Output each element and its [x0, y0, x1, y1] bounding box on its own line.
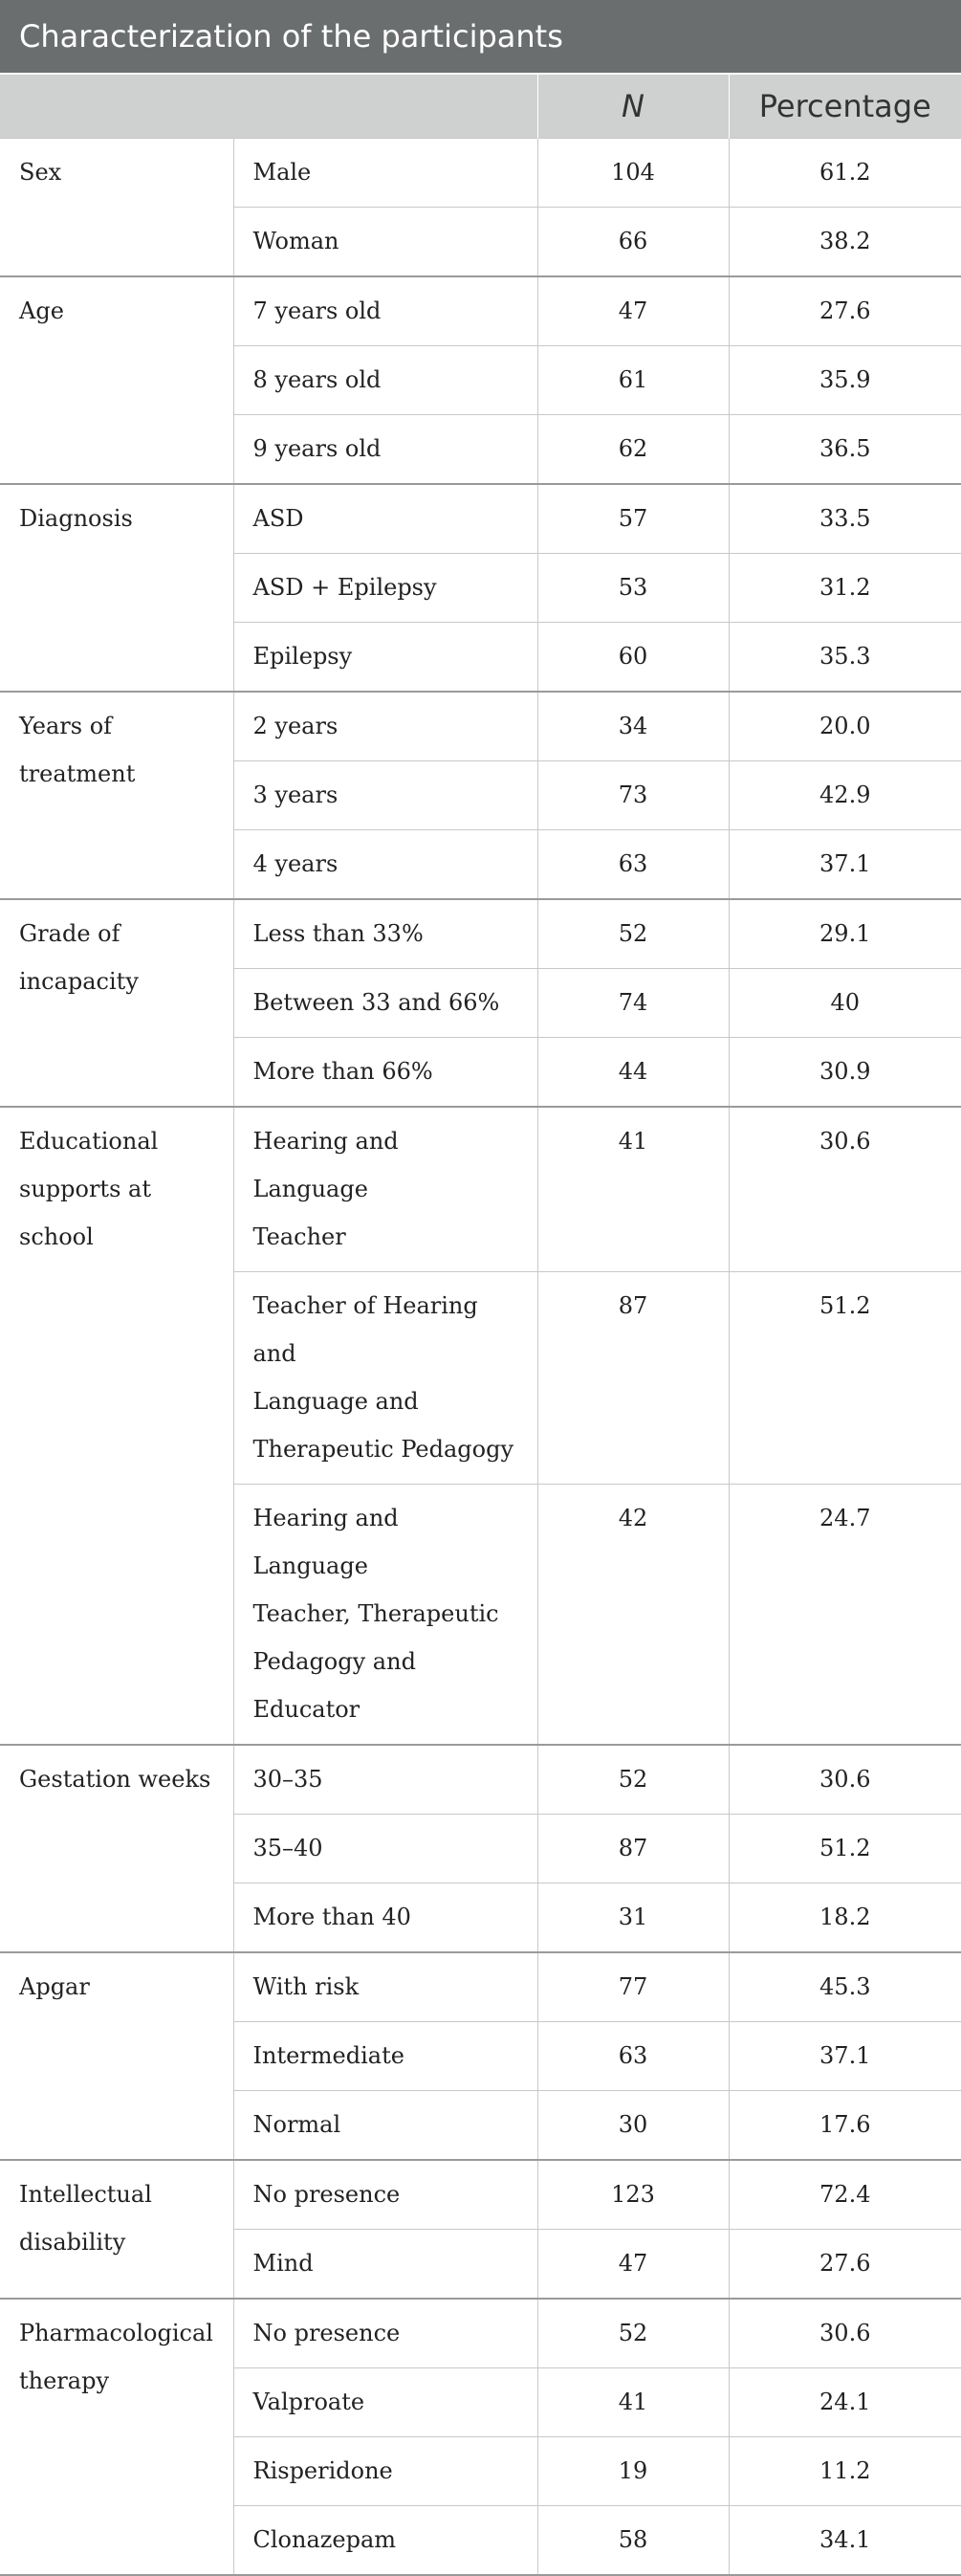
- category-label-cell: [233, 1745, 537, 1815]
- percentage-value: 61.2: [729, 139, 961, 208]
- n-value: 87: [537, 1815, 729, 1883]
- percentage-value: 72.4: [729, 2160, 961, 2230]
- percentage-value: 30.6: [729, 1107, 961, 1272]
- category-label-cell: [233, 2230, 537, 2300]
- n-value: 34: [537, 692, 729, 761]
- table-row: [0, 139, 961, 208]
- percentage-value: 31.2: [729, 554, 961, 623]
- category-label-cell: [233, 346, 537, 415]
- percentage-value: 37.1: [729, 830, 961, 900]
- category-label-cell: [233, 208, 537, 277]
- table-row: [0, 484, 961, 554]
- n-value: 63: [537, 2022, 729, 2091]
- category-label: Valproate: [252, 2389, 365, 2415]
- header-row: [0, 75, 961, 139]
- percentage-value: 24.7: [729, 1485, 961, 1746]
- group-label: treatment: [19, 760, 136, 787]
- category-label-cell: [233, 276, 537, 346]
- n-value: 47: [537, 2230, 729, 2300]
- category-label-cell: [233, 761, 537, 830]
- percentage-value: 33.5: [729, 484, 961, 554]
- category-label: Normal: [252, 2111, 341, 2138]
- category-label: Risperidone: [252, 2457, 393, 2484]
- table-row: [0, 1952, 961, 2022]
- category-label: More than 40: [252, 1904, 411, 1930]
- group-label: Apgar: [19, 1973, 90, 2000]
- n-value: 47: [537, 276, 729, 346]
- category-label-cell: [233, 139, 537, 208]
- category-label: With risk: [252, 1973, 360, 2000]
- group-label: Age: [19, 297, 64, 324]
- n-value: 73: [537, 761, 729, 830]
- percentage-value: 30.6: [729, 2299, 961, 2368]
- participants-table: [0, 75, 961, 2576]
- category-label-cell: [233, 830, 537, 900]
- group-label-cell: [0, 692, 233, 899]
- group-label-cell: [0, 899, 233, 1107]
- percentage-value: 17.6: [729, 2091, 961, 2161]
- category-label-cell: [233, 2160, 537, 2230]
- category-label: Between 33 and 66%: [252, 989, 500, 1016]
- percentage-value: 40: [729, 969, 961, 1038]
- percentage-value: 27.6: [729, 2230, 961, 2300]
- n-value: 87: [537, 1272, 729, 1485]
- percentage-value: 27.6: [729, 276, 961, 346]
- n-value: 58: [537, 2506, 729, 2576]
- group-label: Educational: [19, 1128, 159, 1155]
- group-label-cell: [0, 2160, 233, 2299]
- group-label: disability: [19, 2229, 126, 2256]
- group-label: Pharmacological: [19, 2320, 213, 2346]
- category-label: More than 66%: [252, 1058, 433, 1085]
- header-percentage: Percentage: [729, 75, 961, 139]
- percentage-value: 35.3: [729, 623, 961, 693]
- n-value: 62: [537, 415, 729, 485]
- n-value: 19: [537, 2437, 729, 2506]
- table-row: [0, 1745, 961, 1815]
- category-label-cell: [233, 1107, 537, 1272]
- n-value: 123: [537, 2160, 729, 2230]
- percentage-value: 35.9: [729, 346, 961, 415]
- category-label: Hearing and Language: [252, 1505, 399, 1579]
- category-label: 30–35: [252, 1766, 323, 1793]
- percentage-value: 30.9: [729, 1038, 961, 1108]
- category-label: 3 years: [252, 782, 339, 808]
- category-label-cell: [233, 899, 537, 969]
- category-label-cell: [233, 2299, 537, 2368]
- table-row: [0, 1107, 961, 1272]
- n-value: 44: [537, 1038, 729, 1108]
- group-label: Years of: [19, 713, 113, 739]
- percentage-value: 11.2: [729, 2437, 961, 2506]
- percentage-value: 36.5: [729, 415, 961, 485]
- group-label: school: [19, 1223, 94, 1250]
- n-value: 52: [537, 899, 729, 969]
- category-label: Pedagogy and Educator: [252, 1648, 416, 1723]
- category-label-cell: [233, 1952, 537, 2022]
- n-value: 60: [537, 623, 729, 693]
- category-label: 9 years old: [252, 435, 382, 462]
- category-label-cell: [233, 692, 537, 761]
- table-title: Characterization of the participants: [0, 0, 961, 75]
- category-label-cell: [233, 969, 537, 1038]
- category-label: Teacher of Hearing and: [252, 1292, 478, 1367]
- n-value: 66: [537, 208, 729, 277]
- n-value: 31: [537, 1883, 729, 1953]
- category-label-cell: [233, 2091, 537, 2161]
- category-label: Hearing and Language: [252, 1128, 399, 1202]
- n-value: 30: [537, 2091, 729, 2161]
- n-value: 52: [537, 2299, 729, 2368]
- category-label-cell: [233, 2506, 537, 2576]
- category-label-cell: [233, 484, 537, 554]
- category-label: ASD + Epilepsy: [252, 574, 437, 601]
- n-value: 104: [537, 139, 729, 208]
- percentage-value: 38.2: [729, 208, 961, 277]
- category-label: 4 years: [252, 850, 339, 877]
- category-label: Clonazepam: [252, 2526, 397, 2553]
- category-label: Male: [252, 159, 312, 186]
- group-label: Gestation weeks: [19, 1766, 211, 1793]
- n-value: 57: [537, 484, 729, 554]
- percentage-value: 30.6: [729, 1745, 961, 1815]
- group-label: Grade of: [19, 920, 120, 947]
- category-label: Language and: [252, 1388, 419, 1415]
- category-label-cell: [233, 1485, 537, 1746]
- category-label: Teacher, Therapeutic: [252, 1600, 499, 1627]
- category-label: 7 years old: [252, 297, 382, 324]
- category-label-cell: [233, 1815, 537, 1883]
- group-label-cell: [0, 1952, 233, 2160]
- percentage-value: 51.2: [729, 1272, 961, 1485]
- category-label: Woman: [252, 228, 339, 254]
- n-value: 53: [537, 554, 729, 623]
- category-label-cell: [233, 1038, 537, 1108]
- category-label: 8 years old: [252, 366, 382, 393]
- group-label-cell: [0, 1745, 233, 1952]
- category-label: No presence: [252, 2181, 401, 2208]
- n-value: 61: [537, 346, 729, 415]
- group-label: Sex: [19, 159, 62, 186]
- percentage-value: 42.9: [729, 761, 961, 830]
- header-n: N: [537, 75, 729, 139]
- group-label-cell: [0, 484, 233, 692]
- percentage-value: 51.2: [729, 1815, 961, 1883]
- group-label: incapacity: [19, 968, 139, 995]
- percentage-value: 24.1: [729, 2368, 961, 2437]
- category-label-cell: [233, 1883, 537, 1953]
- category-label: No presence: [252, 2320, 401, 2346]
- category-label: Intermediate: [252, 2042, 404, 2069]
- category-label: Therapeutic Pedagogy: [252, 1436, 514, 1463]
- group-label: Intellectual: [19, 2181, 152, 2208]
- group-label: supports at: [19, 1176, 151, 1202]
- table-row: [0, 692, 961, 761]
- group-label: therapy: [19, 2367, 110, 2394]
- percentage-value: 18.2: [729, 1883, 961, 1953]
- header-blank: [0, 75, 537, 139]
- table-row: [0, 276, 961, 346]
- table-body: [0, 139, 961, 2576]
- n-value: 52: [537, 1745, 729, 1815]
- category-label: Less than 33%: [252, 920, 424, 947]
- n-value: 63: [537, 830, 729, 900]
- table-row: [0, 2160, 961, 2230]
- table-row: [0, 899, 961, 969]
- group-label-cell: [0, 276, 233, 484]
- group-label-cell: [0, 1107, 233, 1745]
- n-value: 42: [537, 1485, 729, 1746]
- category-label: 35–40: [252, 1835, 323, 1861]
- percentage-value: 29.1: [729, 899, 961, 969]
- category-label: Mind: [252, 2250, 314, 2277]
- percentage-value: 20.0: [729, 692, 961, 761]
- category-label-cell: [233, 1272, 537, 1485]
- n-value: 77: [537, 1952, 729, 2022]
- category-label-cell: [233, 2022, 537, 2091]
- category-label-cell: [233, 2437, 537, 2506]
- n-value: 41: [537, 2368, 729, 2437]
- category-label-cell: [233, 623, 537, 693]
- category-label: ASD: [252, 505, 304, 532]
- n-value: 41: [537, 1107, 729, 1272]
- category-label: 2 years: [252, 713, 339, 739]
- n-value: 74: [537, 969, 729, 1038]
- group-label: Diagnosis: [19, 505, 133, 532]
- percentage-value: 45.3: [729, 1952, 961, 2022]
- category-label-cell: [233, 554, 537, 623]
- category-label-cell: [233, 415, 537, 485]
- table-row: [0, 2299, 961, 2368]
- group-label-cell: [0, 139, 233, 277]
- percentage-value: 37.1: [729, 2022, 961, 2091]
- category-label: Teacher: [252, 1223, 346, 1250]
- percentage-value: 34.1: [729, 2506, 961, 2576]
- category-label-cell: [233, 2368, 537, 2437]
- category-label: Epilepsy: [252, 643, 353, 670]
- group-label-cell: [0, 2299, 233, 2575]
